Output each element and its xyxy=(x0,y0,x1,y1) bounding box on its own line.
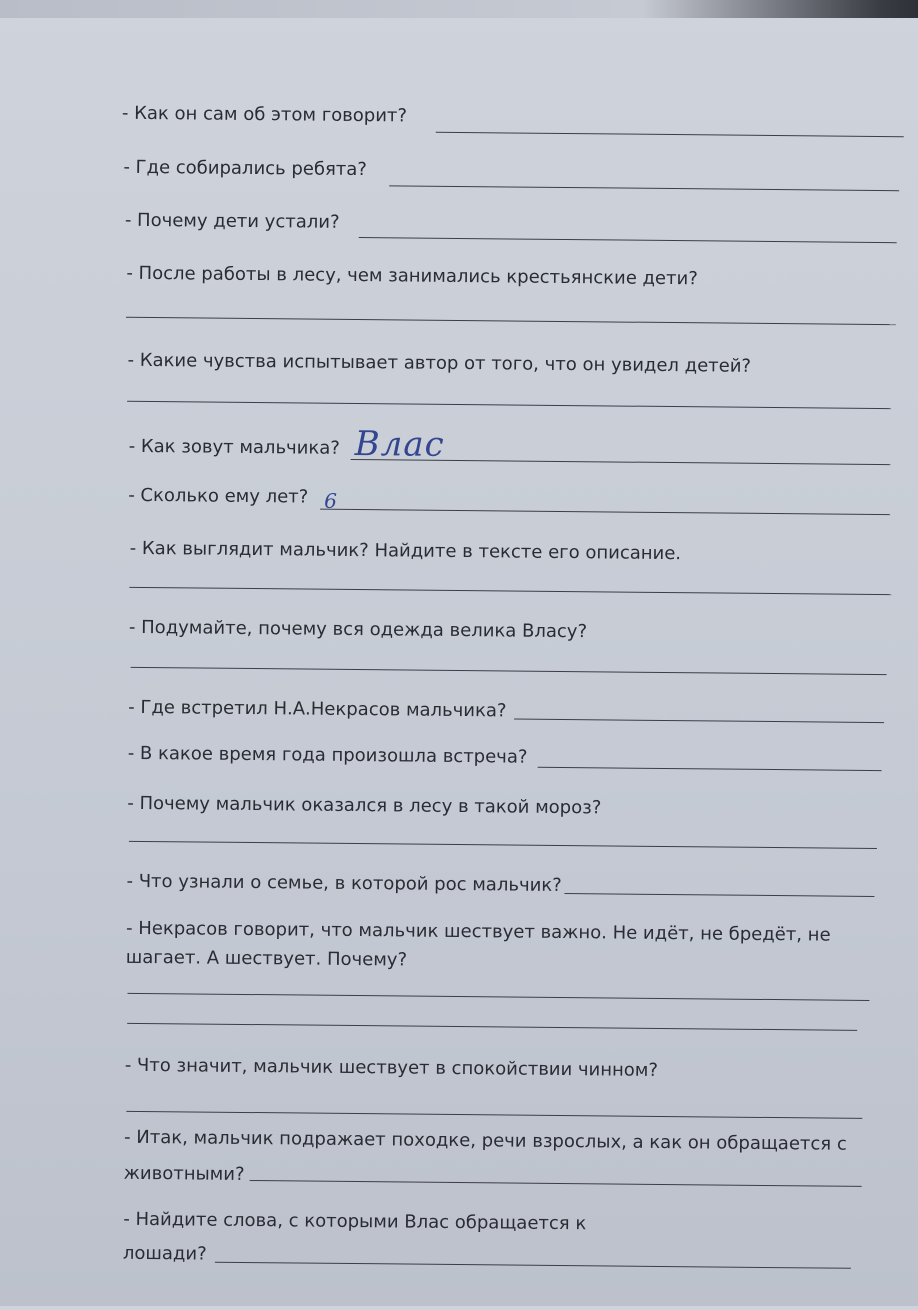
question-16-line-1: - Итак, мальчик подражает походке, речи взрослых, а как он обращается с xyxy=(123,1126,847,1155)
question-1: - Как он сам об этом говорит? xyxy=(121,102,408,127)
question-11: - В какое время года произошла встреча? xyxy=(127,742,528,768)
answer-line-4[interactable] xyxy=(126,317,896,325)
question-6: - Как зовут мальчика? xyxy=(128,435,340,459)
answer-line-15[interactable] xyxy=(126,1111,862,1119)
answer-line-14a[interactable] xyxy=(127,993,869,1001)
answer-line-3[interactable] xyxy=(359,237,897,243)
answer-line-5[interactable] xyxy=(127,401,891,409)
handwritten-answer-age: 6 xyxy=(324,488,338,513)
answer-line-16[interactable] xyxy=(250,1180,862,1187)
question-4: - После работы в лесу, чем занимались крестьянские дети? xyxy=(126,262,698,290)
answer-line-13[interactable] xyxy=(564,893,874,897)
question-17-line-2: лошади? xyxy=(122,1242,207,1265)
answer-line-1[interactable] xyxy=(436,132,904,137)
question-2: - Где собирались ребята? xyxy=(123,156,368,181)
answer-line-7[interactable] xyxy=(320,509,890,515)
question-9: - Подумайте, почему вся одежда велика Власу? xyxy=(128,616,588,643)
question-7: - Сколько ему лет? xyxy=(128,484,309,508)
answer-line-8[interactable] xyxy=(129,587,891,595)
answer-line-10[interactable] xyxy=(514,719,884,724)
answer-line-17[interactable] xyxy=(215,1262,851,1269)
answer-line-14b[interactable] xyxy=(127,1023,857,1031)
question-14-line-1: - Некрасов говорит, что мальчик шествует важно. Не идёт, не бредёт, не xyxy=(125,917,831,946)
question-8: - Как выглядит мальчик? Найдите в тексте его описание. xyxy=(129,537,682,565)
handwritten-answer-name: Влас xyxy=(354,423,445,465)
answer-line-2[interactable] xyxy=(389,185,899,191)
question-3: - Почему дети устали? xyxy=(124,209,340,233)
question-10: - Где встретил Н.А.Некрасов мальчика? xyxy=(128,696,507,722)
question-16-line-2: животными? xyxy=(123,1162,245,1185)
question-14-line-2: шагает. А шествует. Почему? xyxy=(125,946,408,971)
question-5: - Какие чувства испытывает автор от того, что он увидел детей? xyxy=(127,349,752,377)
question-15: - Что значит, мальчик шествует в спокойствии чинном? xyxy=(124,1054,659,1081)
question-17-line-1: - Найдите слова, с которыми Влас обращается к xyxy=(123,1208,587,1235)
question-12: - Почему мальчик оказался в лесу в такой мороз? xyxy=(127,792,602,819)
answer-line-11[interactable] xyxy=(538,767,882,771)
question-13: - Что узнали о семье, в которой рос мальчик? xyxy=(126,870,562,897)
answer-line-12[interactable] xyxy=(129,841,877,849)
answer-line-9[interactable] xyxy=(131,667,887,675)
